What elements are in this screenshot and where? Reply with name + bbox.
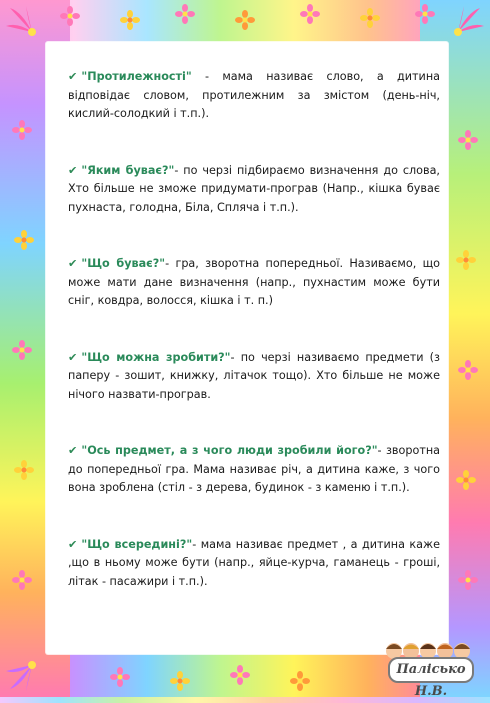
- flower-icon: [360, 8, 380, 28]
- flower-icon: [14, 460, 34, 480]
- flower-icon: [235, 10, 255, 30]
- checkmark-icon: ✔: [68, 537, 78, 551]
- flower-icon: [415, 4, 435, 24]
- flower-icon: [110, 667, 130, 687]
- game-title: "Ось предмет, а з чого люди зробили його?": [81, 444, 378, 457]
- flower-icon: [458, 360, 478, 380]
- author-signature: [384, 637, 480, 699]
- flower-icon: [170, 671, 190, 691]
- flower-icon: [60, 6, 80, 26]
- flower-icon: [458, 570, 478, 590]
- game-title: "Що можна зробити?": [81, 350, 231, 364]
- flower-icon: [12, 340, 32, 360]
- list-item: [68, 162, 440, 218]
- flower-icon: [456, 250, 476, 270]
- signature-text: Палісько Н.В.: [388, 657, 474, 683]
- flower-icon: [290, 671, 310, 691]
- game-description: - гра, зворотна попередньої. Називаємо, що може мати дане визначення (напр., пухнастим може бути сніг, ковдра, волосся, кішка і т. п.): [68, 257, 440, 307]
- checkmark-icon: ✔: [68, 350, 78, 364]
- flower-icon: [14, 230, 34, 250]
- game-title: "Протилежності": [81, 70, 192, 83]
- flower-icon: [12, 120, 32, 140]
- checkmark-icon: ✔: [68, 257, 78, 270]
- flower-icon: [175, 4, 195, 24]
- game-description: - по черзі підбираємо визначення до слова, Хто більше не зможе придумати-програв (Напр., кішка буває пухнаста, голодна, Біла, Спляча і т.п.).: [68, 163, 440, 214]
- checkmark-icon: ✔: [68, 163, 78, 177]
- game-description: - мама називає предмет , а дитина каже ,що в ньому може бути (напр., яйце-курча, гаманець - гроші, літак - пасажири і т.п.).: [68, 537, 440, 588]
- list-item: [68, 68, 440, 124]
- list-item: [68, 536, 440, 592]
- list-item: [68, 349, 440, 405]
- list-item: [68, 255, 440, 311]
- game-title: "Що буває?": [81, 257, 166, 270]
- game-description: - мама називає слово, а дитина відповідає словом, протилежним за змістом (день-ніч, кислий-солодкий і т.п.).: [68, 70, 440, 120]
- checkmark-icon: ✔: [68, 70, 78, 83]
- game-title: "Що всередині?": [81, 537, 193, 551]
- game-title: "Яким буває?": [81, 163, 175, 177]
- game-list: [68, 68, 440, 629]
- flower-icon: [230, 665, 250, 685]
- flower-icon: [300, 4, 320, 24]
- checkmark-icon: ✔: [68, 444, 78, 457]
- flower-icon: [12, 570, 32, 590]
- list-item: [68, 442, 440, 498]
- game-description: - зворотна до попередньої гра. Мама називає річ, а дитина каже, з чого вона зроблена (стіл - з дерева, будинок - з каменю і т.п.).: [68, 444, 440, 494]
- flower-icon: [458, 130, 478, 150]
- flower-icon: [456, 470, 476, 490]
- game-description: - по черзі називаємо предмети (з паперу - зошит, книжку, літачок тощо). Хто більше не може нічого назвати-програв.: [68, 350, 440, 401]
- flower-icon: [120, 10, 140, 30]
